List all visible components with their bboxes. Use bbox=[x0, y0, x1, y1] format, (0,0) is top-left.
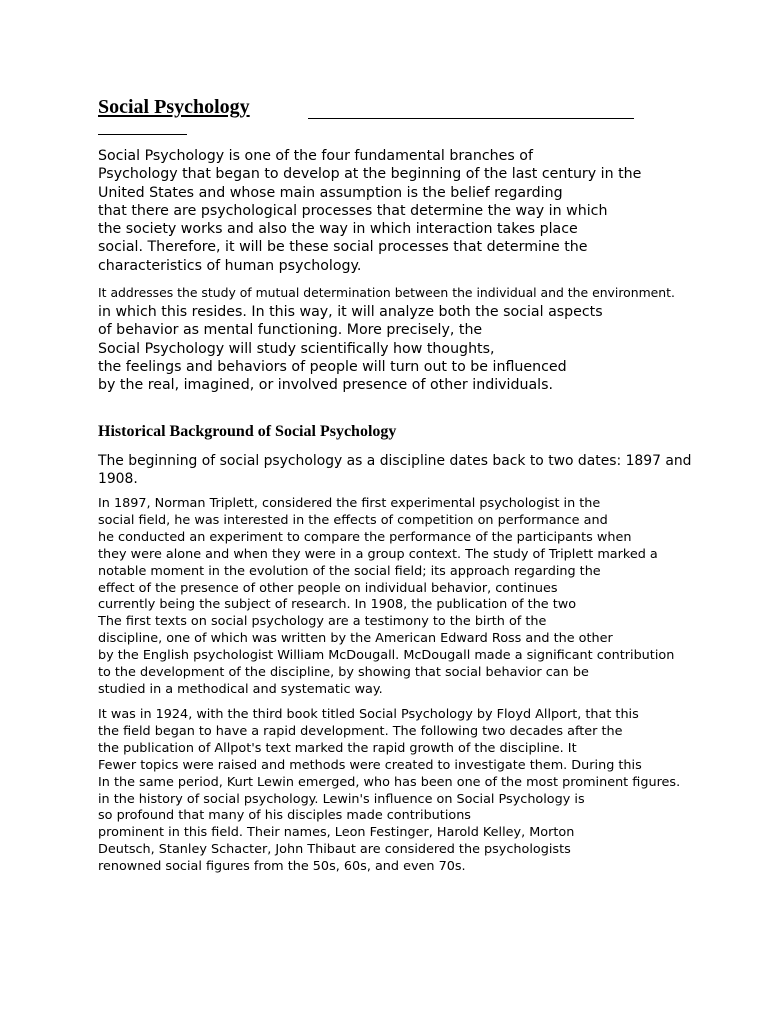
paragraph-line: Psychology that began to develop at the beginning of the last century in the bbox=[98, 166, 642, 183]
paragraph-line: characteristics of human psychology. bbox=[98, 257, 362, 274]
beginning-paragraph bbox=[98, 452, 691, 489]
paragraph-line: by the real, imagined, or involved presence of other individuals. bbox=[98, 377, 554, 394]
paragraph-line: the feelings and behaviors of people will turn out to be influenced bbox=[98, 358, 567, 375]
document-page bbox=[98, 96, 698, 875]
paragraph-line: in which this resides. In this way, it will analyze both the social aspects bbox=[98, 304, 603, 320]
paragraph-line: so profound that many of his disciples made contributions bbox=[98, 808, 471, 824]
paragraph-line: the field began to have a rapid development. The following two decades after the bbox=[98, 723, 623, 739]
triplett-paragraph bbox=[98, 496, 674, 699]
paragraph-line: currently being the subject of research. In 1908, the publication of the two bbox=[98, 597, 577, 613]
paragraph-line: prominent in this field. Their names, Leon Festinger, Harold Kelley, Morton bbox=[98, 825, 575, 841]
section-heading: Historical Background of Social Psychology bbox=[98, 423, 397, 440]
paragraph-line: the society works and also the way in which interaction takes place bbox=[98, 221, 578, 238]
paragraph-line: the publication of Allpot's text marked the rapid growth of the discipline. It bbox=[98, 740, 577, 756]
paragraph-line: 1908. bbox=[98, 471, 138, 488]
allport-paragraph bbox=[98, 707, 680, 876]
paragraph-line: In the same period, Kurt Lewin emerged, who has been one of the most prominent figures. bbox=[98, 774, 681, 790]
paragraph-line: they were alone and when they were in a group context. The study of Triplett marked a bbox=[98, 546, 658, 562]
paragraph-line: Social Psychology is one of the four fundamental branches of bbox=[98, 148, 533, 164]
title-underline-rule-continued bbox=[98, 134, 187, 135]
addresses-paragraph bbox=[98, 303, 603, 394]
paragraph-line: to the development of the discipline, by showing that social behavior can be bbox=[98, 665, 589, 681]
paragraph-line: Social Psychology will study scientifically how thoughts, bbox=[98, 340, 495, 357]
paragraph-line: Fewer topics were raised and methods were created to investigate them. During this bbox=[98, 757, 642, 773]
paragraph-line: effect of the presence of other people on individual behavior, continues bbox=[98, 580, 558, 596]
document-title: Social Psychology bbox=[98, 96, 250, 118]
title-underline-rule bbox=[308, 118, 634, 119]
paragraph-line: notable moment in the evolution of the social field; its approach regarding the bbox=[98, 563, 601, 579]
title-row bbox=[98, 96, 698, 124]
paragraph-line: of behavior as mental functioning. More precisely, the bbox=[98, 322, 483, 339]
paragraph-line: social. Therefore, it will be these social processes that determine the bbox=[98, 239, 588, 256]
paragraph-line: by the English psychologist William McDougall. McDougall made a significant contribution bbox=[98, 648, 675, 664]
paragraph-line: he conducted an experiment to compare the performance of the participants when bbox=[98, 529, 632, 545]
paragraph-line: Deutsch, Stanley Schacter, John Thibaut are considered the psychologists bbox=[98, 842, 571, 858]
paragraph-line: It was in 1924, with the third book titled Social Psychology by Floyd Allport, that this bbox=[98, 707, 639, 722]
paragraph-line: that there are psychological processes that determine the way in which bbox=[98, 202, 608, 219]
paragraph-line: renowned social figures from the 50s, 60s, and even 70s. bbox=[98, 859, 466, 875]
paragraph-line: The first texts on social psychology are a testimony to the birth of the bbox=[98, 614, 547, 630]
intro-paragraph bbox=[98, 147, 641, 275]
paragraph-line: In 1897, Norman Triplett, considered the first experimental psychologist in the bbox=[98, 496, 601, 511]
paragraph-line: The beginning of social psychology as a discipline dates back to two dates: 1897 and bbox=[98, 453, 692, 469]
paragraph-line: in the history of social psychology. Lewin's influence on Social Psychology is bbox=[98, 791, 585, 807]
paragraph-line: studied in a methodical and systematic way. bbox=[98, 681, 383, 697]
paragraph-line: social field, he was interested in the effects of competition on performance and bbox=[98, 512, 608, 528]
paragraph-line: discipline, one of which was written by the American Edward Ross and the other bbox=[98, 631, 613, 647]
addresses-first-line: It addresses the study of mutual determination between the individual and the environment. bbox=[98, 285, 675, 300]
paragraph-line: United States and whose main assumption is the belief regarding bbox=[98, 184, 563, 201]
